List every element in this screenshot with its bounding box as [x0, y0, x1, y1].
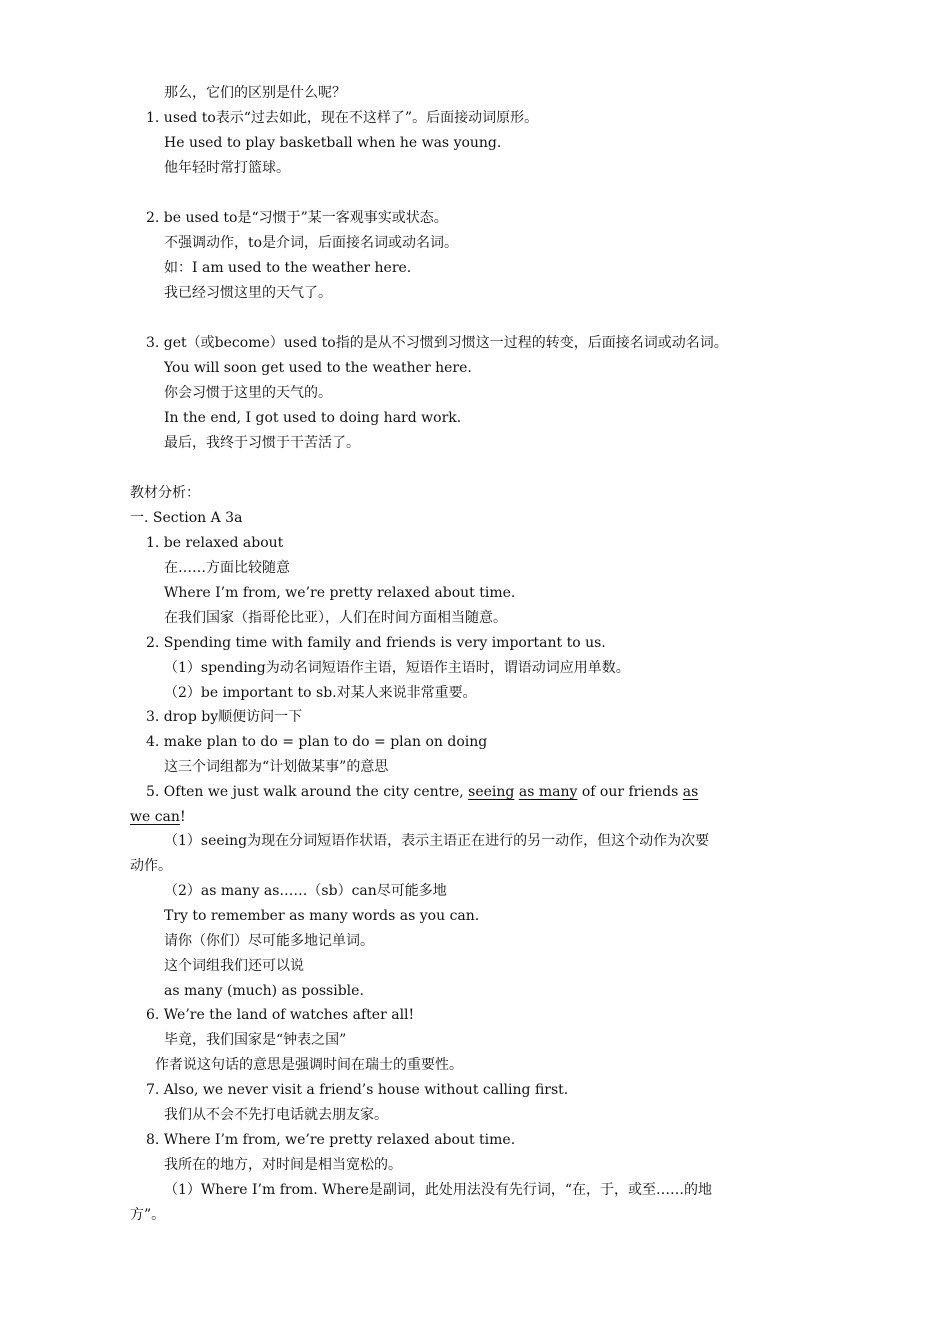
item-5-note-1-cont: 动作。 — [130, 858, 172, 874]
item-5-heading-cont — [130, 807, 186, 827]
item-8-heading: 8. Where I’m from, we’re pretty relaxed about time. — [146, 1132, 516, 1148]
item-8-translation: 我所在的地方，对时间是相当宽松的。 — [164, 1157, 402, 1173]
item-5-translation: 请你（你们）尽可能多地记单词。 — [164, 933, 374, 949]
item-5-note-1: （1）seeing为现在分词短语作状语，表示主语正在进行的另一动作，但这个动作为次要 — [164, 833, 710, 849]
underlined-as-many: as many — [518, 784, 578, 800]
item-6-heading: 6. We’re the land of watches after all! — [146, 1007, 415, 1023]
underlined-as: as — [682, 784, 699, 800]
item-8-note: （1）Where I’m from. Where是副词，此处用法没有先行词，“在，于，或至……的地 — [164, 1182, 713, 1198]
point-3-example-1: You will soon get used to the weather here. — [164, 360, 472, 376]
item-2-note-2: （2）be important to sb.对某人来说非常重要。 — [164, 685, 477, 701]
item-1-example: Where I’m from, we’re pretty relaxed about time. — [164, 585, 516, 601]
item-5-example: Try to remember as many words as you can. — [164, 908, 480, 924]
item-5-text-end: ! — [179, 809, 186, 825]
item-5-text-pre: 5. Often we just walk around the city centre, — [146, 784, 469, 800]
item-4-heading: 4. make plan to do = plan to do = plan on doing — [146, 734, 488, 750]
intro-question: 那么，它们的区别是什么呢？ — [164, 85, 346, 101]
point-2-translation: 我已经习惯这里的天气了。 — [164, 285, 332, 301]
item-1-heading: 1. be relaxed about — [146, 535, 284, 551]
point-3-translation-1: 你会习惯于这里的天气的。 — [164, 385, 332, 401]
item-7-translation: 我们从不会不先打电话就去朋友家。 — [164, 1107, 388, 1123]
item-6-note: 作者说这句话的意思是强调时间在瑞士的重要性。 — [155, 1057, 463, 1073]
item-6-translation: 毕竟，我们国家是“钟表之国” — [164, 1032, 347, 1048]
item-5-text-mid: of our friends — [577, 784, 683, 800]
item-4-note: 这三个词组都为“计划做某事”的意思 — [164, 759, 389, 775]
point-1-example: He used to play basketball when he was young. — [164, 135, 502, 151]
point-3-translation-2: 最后，我终于习惯于干苦活了。 — [164, 435, 360, 451]
point-2-heading: 2. be used to是“习惯于”某一客观事实或状态。 — [146, 210, 448, 226]
item-5-heading — [146, 782, 698, 802]
point-2-example: 如：I am used to the weather here. — [164, 260, 412, 276]
point-2-note: 不强调动作，to是介词，后面接名词或动名词。 — [164, 235, 459, 251]
point-1-heading: 1. used to表示“过去如此，现在不这样了”。后面接动词原形。 — [146, 110, 539, 126]
item-1-translation: 在我们国家（指哥伦比亚），人们在时间方面相当随意。 — [164, 610, 507, 626]
item-5-note-3: 这个词组我们还可以说 — [164, 958, 304, 974]
underlined-seeing: seeing — [468, 784, 515, 800]
item-8-note-cont: 方”。 — [130, 1207, 166, 1223]
point-3-heading: 3. get（或become）used to指的是从不习惯到习惯这一过程的转变，后面接名词或动名词。 — [146, 335, 728, 351]
point-3-example-2: In the end, I got used to doing hard work. — [164, 410, 462, 426]
item-3-heading: 3. drop by顺便访问一下 — [146, 709, 303, 725]
subsection-heading: 一. Section A 3a — [130, 510, 243, 526]
item-7-heading: 7. Also, we never visit a friend’s house without calling first. — [146, 1082, 569, 1098]
item-5-alt-phrase: as many (much) as possible. — [164, 983, 364, 999]
item-1-meaning: 在……方面比较随意 — [164, 560, 290, 576]
section-heading: 教材分析： — [130, 485, 200, 501]
item-2-heading: 2. Spending time with family and friends is very important to us. — [146, 635, 606, 651]
item-2-note-1: （1）spending为动名词短语作主语，短语作主语时，谓语动词应用单数。 — [164, 660, 630, 676]
underlined-we-can: we can — [130, 809, 180, 825]
point-1-translation: 他年轻时常打篮球。 — [164, 160, 290, 176]
item-5-note-2: （2）as many as……（sb）can尽可能多地 — [164, 883, 447, 899]
